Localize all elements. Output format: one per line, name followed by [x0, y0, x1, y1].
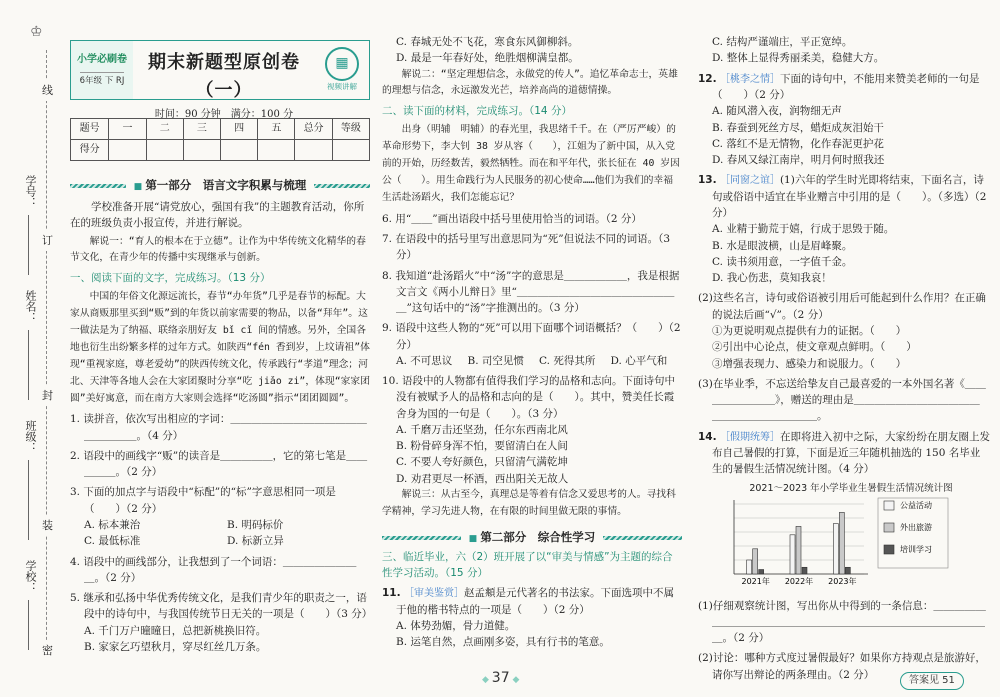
score-cell: 得分	[71, 140, 109, 161]
option[interactable]: D. 春风又绿江南岸，明月何时照我还	[712, 154, 885, 167]
exam-header	[70, 40, 370, 120]
exam-title: 期末新题型原创卷（一）	[148, 52, 300, 101]
seal-char-ding: 订	[42, 230, 53, 251]
video-explain-caption: 视频讲解	[327, 82, 357, 92]
student-number-label: 学号：	[24, 175, 38, 208]
score-input-cell[interactable]	[258, 140, 295, 161]
section1-heading: 一、阅读下面的文字，完成练习。（13 分）	[70, 272, 271, 285]
checkmark-item[interactable]: ②引出中心论点，使文章观点鲜明。（ ）	[712, 341, 917, 354]
chart-bar	[790, 535, 795, 574]
question-3-options-row2	[70, 533, 370, 549]
chart-legend-swatch	[884, 523, 894, 532]
part1-heading	[70, 177, 370, 193]
question-13: 13. ［同窗之谊］(1)六年的学生时光即将结束，下面名言，诗句或俗语中适宜在毕业赠言中引用的是（ ）。（多选）（2 分）	[698, 174, 987, 220]
question-14: 14. ［假期统筹］在即将进入初中之际，大家纷纷在朋友圈上发布自己暑假的打算，下面是近三年随机抽选的 150 名毕业生的暑假生活情况统计图。（4 分）	[698, 430, 990, 476]
bar-chart-svg	[712, 496, 982, 588]
qr-code-icon[interactable]: ▦	[325, 47, 359, 81]
title-box	[133, 41, 315, 120]
column-3	[698, 34, 990, 697]
section3-heading: 三、临近毕业，六（2）班开展了以“审美与情感”为主题的综合性学习活动。（15 分）	[382, 550, 673, 579]
name-line	[28, 330, 29, 400]
question-13-text: (1)六年的学生时光即将结束，下面名言，诗句或俗语中适宜在毕业赠言中引用的是（ ）。（多选）（2 分）	[712, 174, 987, 220]
school-label: 学校：	[24, 560, 38, 593]
question-8: 8. 我知道“赴汤蹈火”中“汤”字的意思是＿＿＿＿＿＿，我是根据文言文《两小儿辩日》里“＿＿＿＿＿＿＿＿＿＿＿＿＿＿＿＿”这句话中的“汤”字推测出的。（3 分）	[382, 269, 680, 315]
option[interactable]: A. 随风潜入夜，润物细无声	[712, 105, 842, 118]
part2-heading	[382, 529, 682, 545]
option[interactable]: C. 最低标准	[84, 535, 141, 548]
chart-bar	[747, 560, 752, 574]
binding-margin	[0, 0, 62, 697]
score-cell: 总分	[295, 119, 332, 140]
score-cell: 一	[109, 119, 146, 140]
score-cell: 等级	[332, 119, 369, 140]
explain1-text: 解说一：“育人的根本在于立德”。让作为中华传统文化精华的春节文化，在青少年的传播中实现继承与创新。	[70, 235, 366, 264]
score-cell: 题号	[71, 119, 109, 140]
option[interactable]: B. 明码标价	[227, 518, 284, 531]
score-input-cell[interactable]	[146, 140, 183, 161]
question-9: 9. 语段中这些人物的“死”可以用下面哪个词语概括？（ ）（2 分）	[382, 322, 681, 351]
part2-title: ■ 第二部分 综合性学习	[461, 530, 604, 544]
brand-name: 小学必刷卷	[77, 54, 127, 66]
score-input-cell[interactable]	[332, 140, 369, 161]
answer-reference: 答案见 51	[900, 672, 964, 690]
chart-legend-label: 外出旅游	[900, 523, 932, 533]
brand-box	[71, 41, 133, 99]
option[interactable]: A. 体势劲媚，骨力道健。	[396, 619, 516, 632]
binding-dashed-line	[46, 50, 47, 660]
question-13-part2: (2)这些名言，诗句或俗语被引用后可能起到什么作用？在正确的说法后画“√”。（2 分）	[698, 292, 986, 321]
score-input-cell[interactable]	[109, 140, 146, 161]
grade-label: 6年级 下 RJ	[80, 72, 125, 88]
score-input-cell[interactable]	[221, 140, 258, 161]
option[interactable]: B. 粉骨碎身浑不怕，要留清白在人间	[396, 440, 568, 453]
column-1	[70, 30, 373, 655]
score-cell: 四	[221, 119, 258, 140]
checkmark-item[interactable]: ③增强表现力、感染力和说服力。（ ）	[712, 357, 907, 370]
question-9-options	[382, 353, 682, 369]
question-13-tag: ［同窗之谊］	[719, 175, 780, 187]
option[interactable]: D. 整体上显得秀丽柔美，稳健大方。	[712, 52, 885, 65]
passage2: 出身（明辅 明辅）的春光里，我思绪千千。在（严厉严峻）的革命形势下，李大钊 38 岁从容（ ），江姐为了新中国，从入党前的开始，历经数苦，毅然牺牲。而在和平年代，张长征在 40 岁因公（ ）。用生命践行为人民服务的初心使命……他们为我们的幸福生活赴汤蹈火，我们怎能忘记？	[382, 124, 680, 203]
school-line	[28, 600, 29, 650]
chart-x-tick-label: 2021年	[741, 577, 770, 587]
chart-bar	[802, 568, 807, 575]
option[interactable]: D. 最是一年春好处，绝胜烟柳满皇都。	[396, 52, 579, 65]
option[interactable]: C. 落红不是无情物，化作春泥更护花	[712, 137, 884, 150]
explain2-text: 解说二：“坚定理想信念，永做党的传人”。追忆革命志士，英雄的理想与信念，永远激发光芒，培养高尚的道德情操。	[382, 68, 678, 97]
question-12-text: 下面的诗句中，不能用来赞美老师的一句是（ ）（2 分）	[712, 72, 980, 102]
chart-legend-swatch	[884, 545, 894, 554]
question-11-text: 赵孟頫是元代著名的书法家。下面选项中不属于他的楷书特点的一项是（ ）（2 分）	[396, 587, 674, 616]
question-3-options-row1	[70, 517, 370, 533]
score-cell: 三	[183, 119, 220, 140]
score-input-cell[interactable]	[183, 140, 220, 161]
question-12-tag: ［桃李之情］	[719, 73, 780, 85]
option[interactable]: D. 标新立异	[227, 535, 284, 548]
option[interactable]: D. 劝君更尽一杯酒，西出阳关无故人	[396, 472, 569, 485]
chart-bar	[759, 570, 764, 574]
option[interactable]: C. 不要人夸好颜色，只留清气满乾坤	[396, 456, 568, 469]
page-number: ◆ 37 ◆	[482, 668, 519, 690]
score-table	[70, 118, 370, 161]
seal-char-feng: 封	[42, 385, 53, 406]
seal-char-zhuang: 装	[42, 515, 53, 536]
option[interactable]: B. 司空见惯	[467, 354, 524, 367]
chart-legend-swatch	[884, 501, 894, 510]
chart-bar	[845, 568, 850, 575]
section2-heading: 二、读下面的材料，完成练习。（14 分）	[382, 105, 572, 118]
class-line	[28, 460, 29, 540]
seal-char-xian: 线	[42, 80, 53, 101]
question-4: 4. 语段中的画线部分，让我想到了一个词语：＿＿＿＿＿＿＿＿。（2 分）	[70, 555, 357, 584]
video-explain[interactable]	[315, 41, 369, 99]
corner-ornament-icon: ♔	[30, 24, 43, 40]
option[interactable]: D. 我心伤悲，莫知我哀！	[712, 272, 832, 285]
question-5: 5. 继承和弘扬中华优秀传统文化，是我们青少年的职责之一，语段中的诗句中，与我国传统节日无关的一项是（ ）（3 分）	[70, 592, 373, 621]
chart-title: 2021～2023 年小学毕业生暑假生活情况统计图	[749, 482, 953, 494]
question-7: 7. 在语段中的括号里写出意思同为“死”但说法不同的词语。（3 分）	[382, 232, 671, 262]
chart-x-tick-label: 2022年	[784, 577, 814, 587]
option[interactable]: A. 千门万户曈曈日，总把新桃换旧符。	[84, 624, 267, 637]
chart-bar	[796, 527, 801, 575]
option[interactable]: B. 家家乞巧望秋月，穿尽红丝几万条。	[84, 640, 267, 653]
score-input-cell[interactable]	[295, 140, 332, 161]
question-3: 3. 下面的加点字与语段中“标配”的“标”字意思相同一项是（ ）（2 分）	[70, 486, 336, 515]
option[interactable]: A. 业精于勤荒于嬉，行成于思毁于随。	[712, 223, 895, 236]
option[interactable]: A. 标本兼治	[84, 518, 141, 531]
class-label: 班级：	[24, 420, 38, 453]
summer-chart	[712, 482, 990, 594]
question-13-part3: (3)在毕业季，不忘送给挚友自己最喜爱的一本外国名著《＿＿＿＿＿＿＿＿》，赠送的理由是＿＿＿＿＿＿＿＿＿＿＿＿＿＿＿＿＿＿＿＿＿＿。	[698, 377, 986, 423]
option[interactable]: C. 读书须用意，一字值千金。	[712, 255, 853, 268]
option[interactable]: C. 死得其所	[539, 354, 596, 367]
score-cell: 二	[146, 119, 183, 140]
option[interactable]: B. 运笔自然，点画刚多姿，具有行书的笔意。	[396, 636, 610, 649]
score-table-score-row	[71, 140, 370, 161]
question-12: 12. ［桃李之情］下面的诗句中，不能用来赞美老师的一句是（ ）（2 分）	[698, 72, 980, 102]
question-11-tag: ［审美鉴赏］	[403, 588, 464, 600]
name-label: 姓名：	[24, 290, 38, 323]
question-14-tag: ［假期统筹］	[719, 431, 780, 443]
explain3-text: 解说三：从古至今，真理总是等着有信念又爱思考的人。寻找科学精神，学习先进人物，在有限的时间里做无限的事情。	[382, 488, 676, 517]
question-11: 11. ［审美鉴赏］赵孟頫是元代著名的书法家。下面选项中不属于他的楷书特点的一项是（ ）（2 分）	[382, 587, 674, 616]
option[interactable]: C. 结构严谨端庄，平正宽绰。	[712, 36, 853, 48]
seal-char-mi: 密	[42, 640, 53, 661]
question-6: 6. 用“＿＿”画出语段中括号里使用恰当的词语。（2 分）	[382, 212, 642, 225]
score-cell: 五	[258, 119, 295, 140]
option[interactable]: D. 心平气和	[610, 354, 668, 367]
option[interactable]: A. 千磨万击还坚劲，任尔东西南北风	[396, 423, 568, 436]
question-2: 2. 语段中的画线字“贩”的读音是＿＿＿＿＿，它的第七笔是＿＿＿＿＿。（2 分）	[70, 449, 368, 479]
question-14-text: 在即将进入初中之际，大家纷纷在朋友圈上发布自己暑假的打算，下面是近三年随机抽选的 150 名毕业生的暑假生活情况统计图。（4 分）	[712, 430, 990, 476]
chart-legend-label: 公益活动	[900, 501, 932, 511]
option[interactable]: B. 水是眼波横，山是眉峰聚。	[712, 239, 853, 252]
chart-bar	[833, 524, 838, 574]
question-10: 10. 语段中的人物都有值得我们学习的品格和志向。下面诗句中没有被赋予人的品格和志向的是（ ）。其中，赞美任长霞舍身为国的一句是（ ）。（3 分）	[382, 375, 676, 420]
passage1: 中国的年俗文化源远流长，春节“办年货”几乎是春节的标配。大家从商贩那里买到“贩”到的年货以前家需要的物品，以备“拜年”。这一做法是为了纳福、联络亲朋好友 bǐ cǐ 间的情感。另外，全国各地也衍生出纷繁多样的过年方式。如陕西“fén 香到岁，上坟请祖”体现“重视家庭，尊老爱幼”的陕西传统文化，传承践行“孝道”理念；河北、天津等各地人会在大家团聚时分享“吃 jiǎo zi”，体现“家家团圆”美好寓意，而在南方大家则会选择“吃汤圆”指示“团团圆圆”。	[70, 291, 371, 404]
part1-title: ■ 第一部分 语言文字积累与梳理	[126, 178, 315, 192]
checkmark-item[interactable]: ①为更说明观点提供有力的证据。（ ）	[712, 324, 907, 337]
chart-bar	[839, 513, 844, 575]
exam-meta: 时间：90 分钟 满分：100 分	[154, 108, 294, 120]
intro-text: 学校准备开展“请党放心，强国有我”的主题教育活动，你所在的班级负责小报宣传，并进行解说。	[70, 201, 365, 230]
question-14-part1: (1)仔细观察统计图，写出你从中得到的一条信息：＿＿＿＿＿＿＿＿＿＿＿＿＿＿＿＿＿＿＿＿＿＿＿＿＿＿＿＿＿＿＿＿。（2 分）	[698, 599, 986, 645]
student-number-line	[28, 215, 29, 275]
column-2	[382, 34, 682, 650]
question-14-part2: (2)讨论：哪种方式度过暑假最好？如果你方持观点是旅游好，请你写出辩论的两条理由。（2 分）	[698, 652, 986, 681]
chart-legend-label: 培训学习	[900, 545, 932, 555]
option[interactable]: B. 春蚕到死丝方尽，蜡炬成灰泪始干	[712, 121, 884, 134]
question-1: 1. 读拼音，依次写出相应的字词：＿＿＿＿＿＿＿＿＿＿＿＿＿＿＿＿＿＿。（4 分）	[70, 413, 367, 442]
option[interactable]: A. 不可思议	[396, 354, 453, 367]
option[interactable]: C. 春城无处不飞花，寒食东风御柳斜。	[396, 36, 579, 48]
chart-x-tick-label: 2023年	[828, 577, 857, 587]
chart-bar	[753, 549, 758, 574]
